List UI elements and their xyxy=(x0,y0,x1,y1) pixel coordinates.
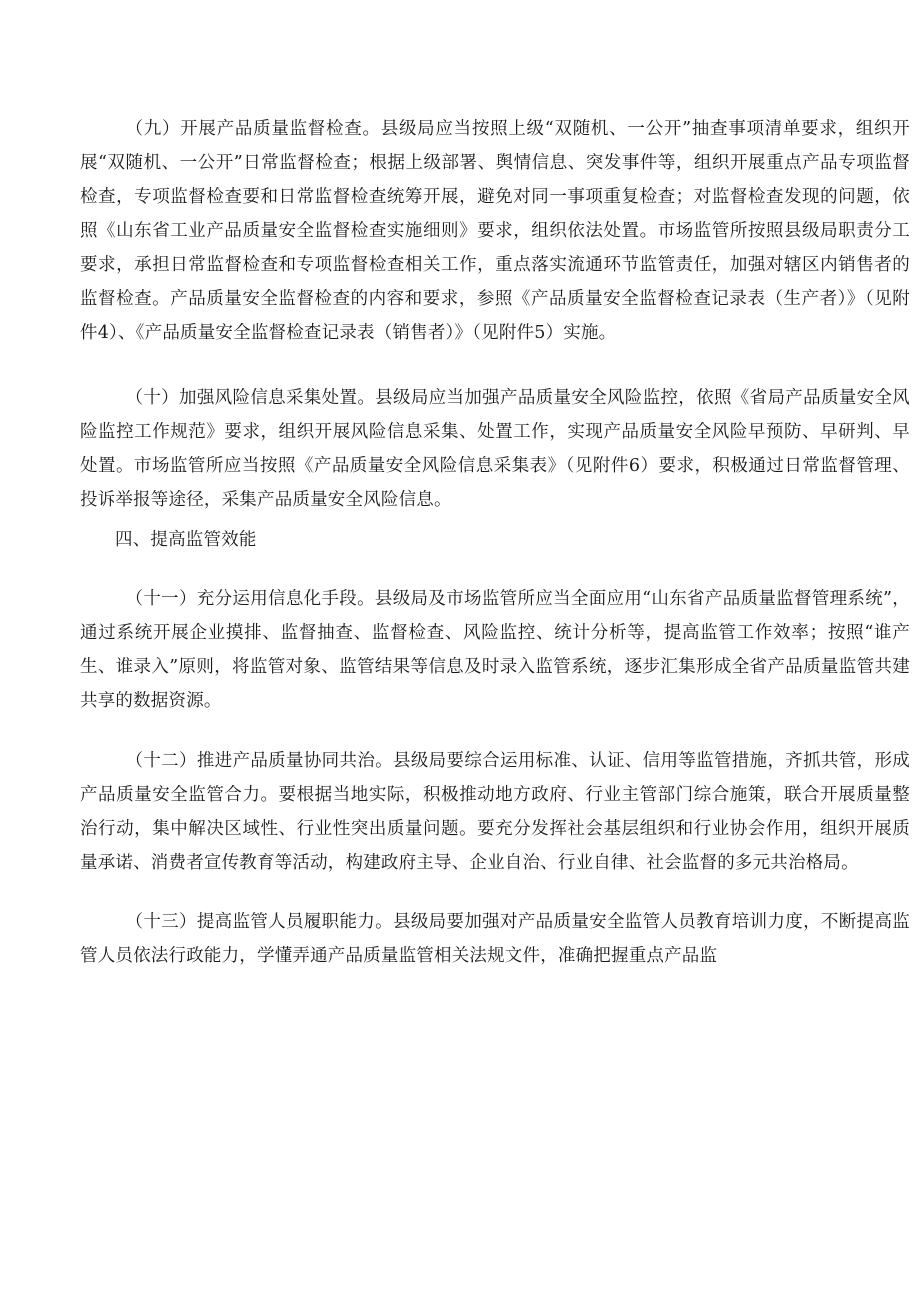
section-heading: 四、提高监管效能 xyxy=(115,530,257,550)
paragraph-item-12: （十二）推进产品质量协同共治。县级局要综合运用标准、认证、信用等监管措施，齐抓共管，形成产品质量安全监管合力。要根据当地实际，积极推动地方政府、行业主管部门综合施策，联合开展质量整治行动，集中解决区域性、行业性突出质量问题。要充分发挥社会基层组织和行业协会作用，组织开展质量承诺、消费者宣传教育等活动，构建政府主导、企业自治、行业自律、社会监督的多元共治格局。 xyxy=(80,751,910,873)
paragraph-item-10: （十）加强风险信息采集处置。县级局应当加强产品质量安全风险监控，依照《省局产品质量安全风险监控工作规范》要求，组织开展风险信息采集、处置工作，实现产品质量安全风险早预防、早研判、早处置。市场监管所应当按照《产品质量安全风险信息采集表》（见附件6）要求，积极通过日常监督管理、投诉举报等途径，采集产品质量安全风险信息。 xyxy=(80,388,910,510)
paragraph-item-13: （十三）提高监管人员履职能力。县级局要加强对产品质量安全监管人员教育培训力度，不断提高监管人员依法行政能力，学懂弄通产品质量监管相关法规文件，准确把握重点产品监 xyxy=(80,912,910,966)
paragraph-item-11: （十一）充分运用信息化手段。县级局及市场监管所应当全面应用“山东省产品质量监督管理系统”，通过系统开展企业摸排、监督抽查、监督检查、风险监控、统计分析等，提高监管工作效率；按照“谁产生、谁录入”原则，将监管对象、监管结果等信息及时录入监管系统，逐步汇集形成全省产品质量监管共建共享的数据资源。 xyxy=(80,589,910,711)
paragraph-item-9: （九）开展产品质量监督检查。县级局应当按照上级“双随机、一公开”抽查事项清单要求，组织开展“双随机、一公开”日常监督检查；根据上级部署、舆情信息、突发事件等，组织开展重点产品专项监督检查，专项监督检查要和日常监督检查统筹开展，避免对同一事项重复检查；对监督检查发现的问题，依照《山东省工业产品质量安全监督检查实施细则》要求，组织依法处置。市场监管所按照县级局职责分工要求，承担日常监督检查和专项监督检查相关工作，重点落实流通环节监管责任，加强对辖区内销售者的监督检查。产品质量安全监督检查的内容和要求，参照《产品质量安全监督检查记录表（生产者）》（见附件4）、《产品质量安全监督检查记录表（销售者）》（见附件5）实施。 xyxy=(80,119,910,343)
document-page xyxy=(80,112,910,973)
